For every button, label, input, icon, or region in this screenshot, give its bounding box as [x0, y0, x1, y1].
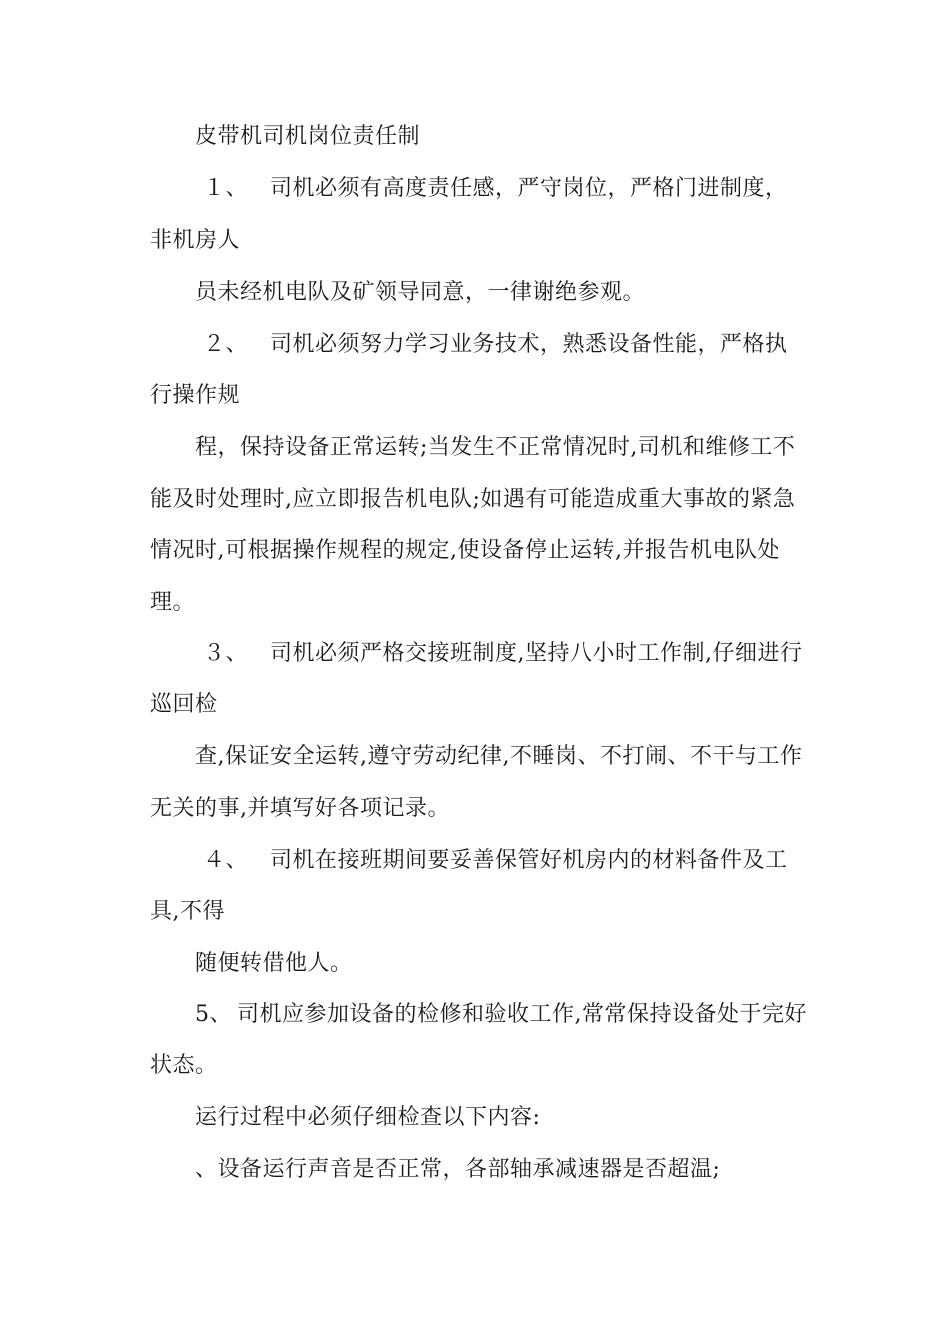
item-1-continuation-1: 员未经机电队及矿领导同意，一律谢绝参观。 [195, 280, 646, 305]
item-2-continuation-2: 能及时处理时,应立即报告机电队;如遇有可能造成重大事故的紧急 [150, 487, 796, 512]
item-2-continuation-4: 理。 [150, 590, 196, 615]
item-4-continuation-1: 随便转借他人。 [195, 951, 353, 976]
inspection-intro: 运行过程中必须仔细检查以下内容: [195, 1105, 541, 1130]
item-3-line-1: 司机必须严格交接班制度,坚持八小时工作制,仔细进行 [270, 641, 803, 666]
item-1-line-1: 司机必须有高度责任感，严守岗位，严格门进制度， [270, 176, 788, 201]
item-3-number: ３、 [203, 641, 249, 666]
item-2-continuation-3: 情况时,可根据操作规程的规定,使设备停止运转,并报告机电队处 [150, 538, 780, 563]
item-2-line-1: 司机必须努力学习业务技术，熟悉设备性能，严格执 [270, 332, 788, 357]
item-2-continuation-1: 程，保持设备正常运转;当发生不正常情况时,司机和维修工不 [195, 435, 796, 460]
item-5-line-2: 状态。 [150, 1053, 218, 1078]
item-5-line-1: 司机应参加设备的检修和验收工作,常常保持设备处于完好 [237, 1002, 807, 1027]
item-1-line-2: 非机房人 [150, 228, 241, 253]
document-title: 皮带机司机岗位责任制 [195, 124, 421, 149]
item-1-number: １、 [203, 176, 249, 201]
item-3-continuation-2: 无关的事,并填写好各项记录。 [150, 796, 450, 821]
item-2-line-2: 行操作规 [150, 383, 241, 408]
item-4-line-1: 司机在接班期间要妥善保管好机房内的材料备件及工 [270, 848, 788, 873]
item-2-number: ２、 [203, 332, 249, 357]
item-4-line-2: 具,不得 [150, 899, 225, 924]
item-3-line-2: 巡回检 [150, 692, 218, 717]
inspection-item-1: 、设备运行声音是否正常，各部轴承减速器是否超温; [195, 1157, 721, 1182]
item-3-continuation-1: 查,保证安全运转,遵守劳动纪律,不睡岗、不打闹、不干与工作 [195, 744, 803, 769]
item-5-number: 5、 [195, 1002, 232, 1027]
item-4-number: ４、 [203, 848, 249, 873]
